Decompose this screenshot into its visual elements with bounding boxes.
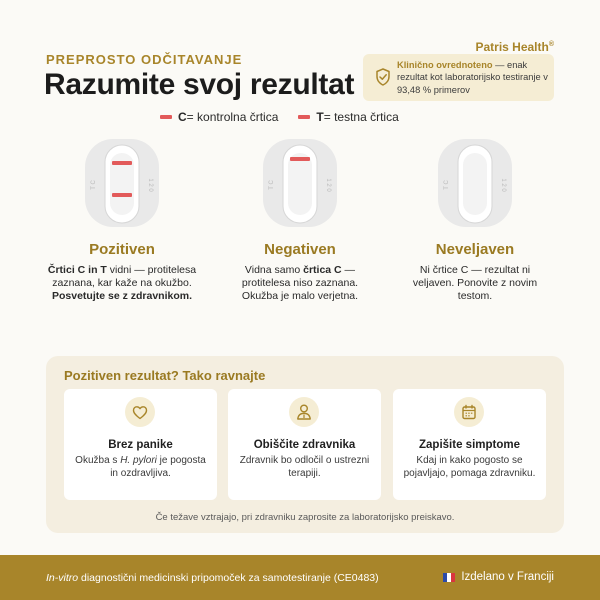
step-card-text-em: H. pylori <box>120 455 157 466</box>
step-card-log-symptoms <box>393 389 546 500</box>
positive-title: Pozitiven <box>89 241 155 258</box>
clinical-badge <box>363 54 554 101</box>
legend-test-text: = testna črtica <box>323 110 399 124</box>
positive-strong-2: Posvetujte se z zdravnikom. <box>51 290 193 302</box>
legend-control <box>160 110 278 124</box>
legend-test-code: T <box>316 110 324 124</box>
invalid-description: Ni črtice C — rezultat ni veljaven. Ponovite z novim testom. <box>412 264 538 302</box>
footer-bar <box>0 555 600 600</box>
step-card-text-2: je pogosta in ozdravljiva. <box>110 455 206 479</box>
invalid-test-cassette <box>430 135 520 231</box>
next-steps-panel <box>46 356 564 533</box>
line-legend <box>160 110 399 124</box>
footer-disclaimer <box>46 572 379 584</box>
doctor-icon <box>289 397 319 427</box>
negative-title: Negativen <box>264 241 336 258</box>
negative-test-cassette <box>255 135 345 231</box>
negative-control-line <box>290 157 310 161</box>
step-card-text: Kdaj in kako pogosto se pojavljajo, pomaga zdravniku. <box>403 455 536 479</box>
step-card-text <box>72 455 209 480</box>
shield-check-icon <box>375 68 391 86</box>
legend-control-code: C <box>178 110 187 124</box>
cassette-letters: T C <box>91 180 97 190</box>
footer-disclaimer-text: diagnostični medicinski pripomoček za samotestiranje (CE0483) <box>78 572 379 584</box>
positive-test-cassette <box>77 135 167 231</box>
positive-text-1: vidni — protitelesa zaznana, kar kaže na okužbo. <box>52 264 197 289</box>
invalid-title: Neveljaven <box>435 241 515 258</box>
clinical-badge-text <box>397 59 549 96</box>
positive-test-line <box>112 193 132 197</box>
calendar-icon <box>454 397 484 427</box>
page-title: Razumite svoj rezultat <box>44 68 355 101</box>
cassette-numbers: 1 2 0 <box>500 178 506 192</box>
step-card-text-1: Okužba s <box>75 455 121 466</box>
panel-footnote: Če težave vztrajajo, pri zdravniku zaprosite za laboratorijsko preiskavo. <box>155 512 455 523</box>
legend-test <box>298 110 398 124</box>
cassette-letters: T C <box>269 180 275 190</box>
control-line-swatch <box>160 115 172 119</box>
negative-text-2: — protitelesa niso zaznana. Okužba je malo verjetna. <box>241 264 359 302</box>
made-in-france <box>443 571 554 583</box>
negative-text-1: Vidna samo <box>244 264 304 276</box>
trademark-mark: ® <box>548 41 554 48</box>
positive-control-line <box>112 161 132 165</box>
footer-disclaimer-em: In-vitro <box>46 572 79 584</box>
positive-description <box>47 264 197 303</box>
brand-name: Patris Health <box>475 40 549 54</box>
cassette-letters: T C <box>444 180 450 190</box>
clinical-badge-highlight: Klinično ovrednoteno <box>397 60 493 70</box>
step-card-text: Zdravnik bo odločil o ustrezni terapiji. <box>239 455 370 479</box>
step-card-title: Obiščite zdravnika <box>253 439 356 451</box>
next-steps-title: Pozitiven rezultat? Tako ravnajte <box>64 368 266 383</box>
legend-control-text: = kontrolna črtica <box>186 110 279 124</box>
positive-strong-1: Črtici C in T <box>47 264 107 276</box>
test-line-swatch <box>298 115 310 119</box>
clinical-badge-description: — enak rezultat kot laboratorijsko testiranje v 93,48 % primerov <box>397 60 548 95</box>
step-card-see-doctor <box>228 389 381 500</box>
heart-icon <box>125 397 155 427</box>
eyebrow-label: PREPROSTO ODČITAVANJE <box>46 52 243 67</box>
step-card-title: Brez panike <box>108 439 173 451</box>
step-card-no-panic <box>64 389 217 500</box>
made-in-text: Izdelano v Franciji <box>461 571 554 583</box>
france-flag-icon <box>443 573 455 582</box>
cassette-numbers: 1 2 0 <box>147 178 153 192</box>
brand-logo <box>475 40 554 54</box>
negative-strong-1: črtica C <box>303 264 342 276</box>
negative-description <box>225 264 375 303</box>
cassette-numbers: 1 2 0 <box>325 178 331 192</box>
step-card-title: Zapišite simptome <box>419 439 520 451</box>
